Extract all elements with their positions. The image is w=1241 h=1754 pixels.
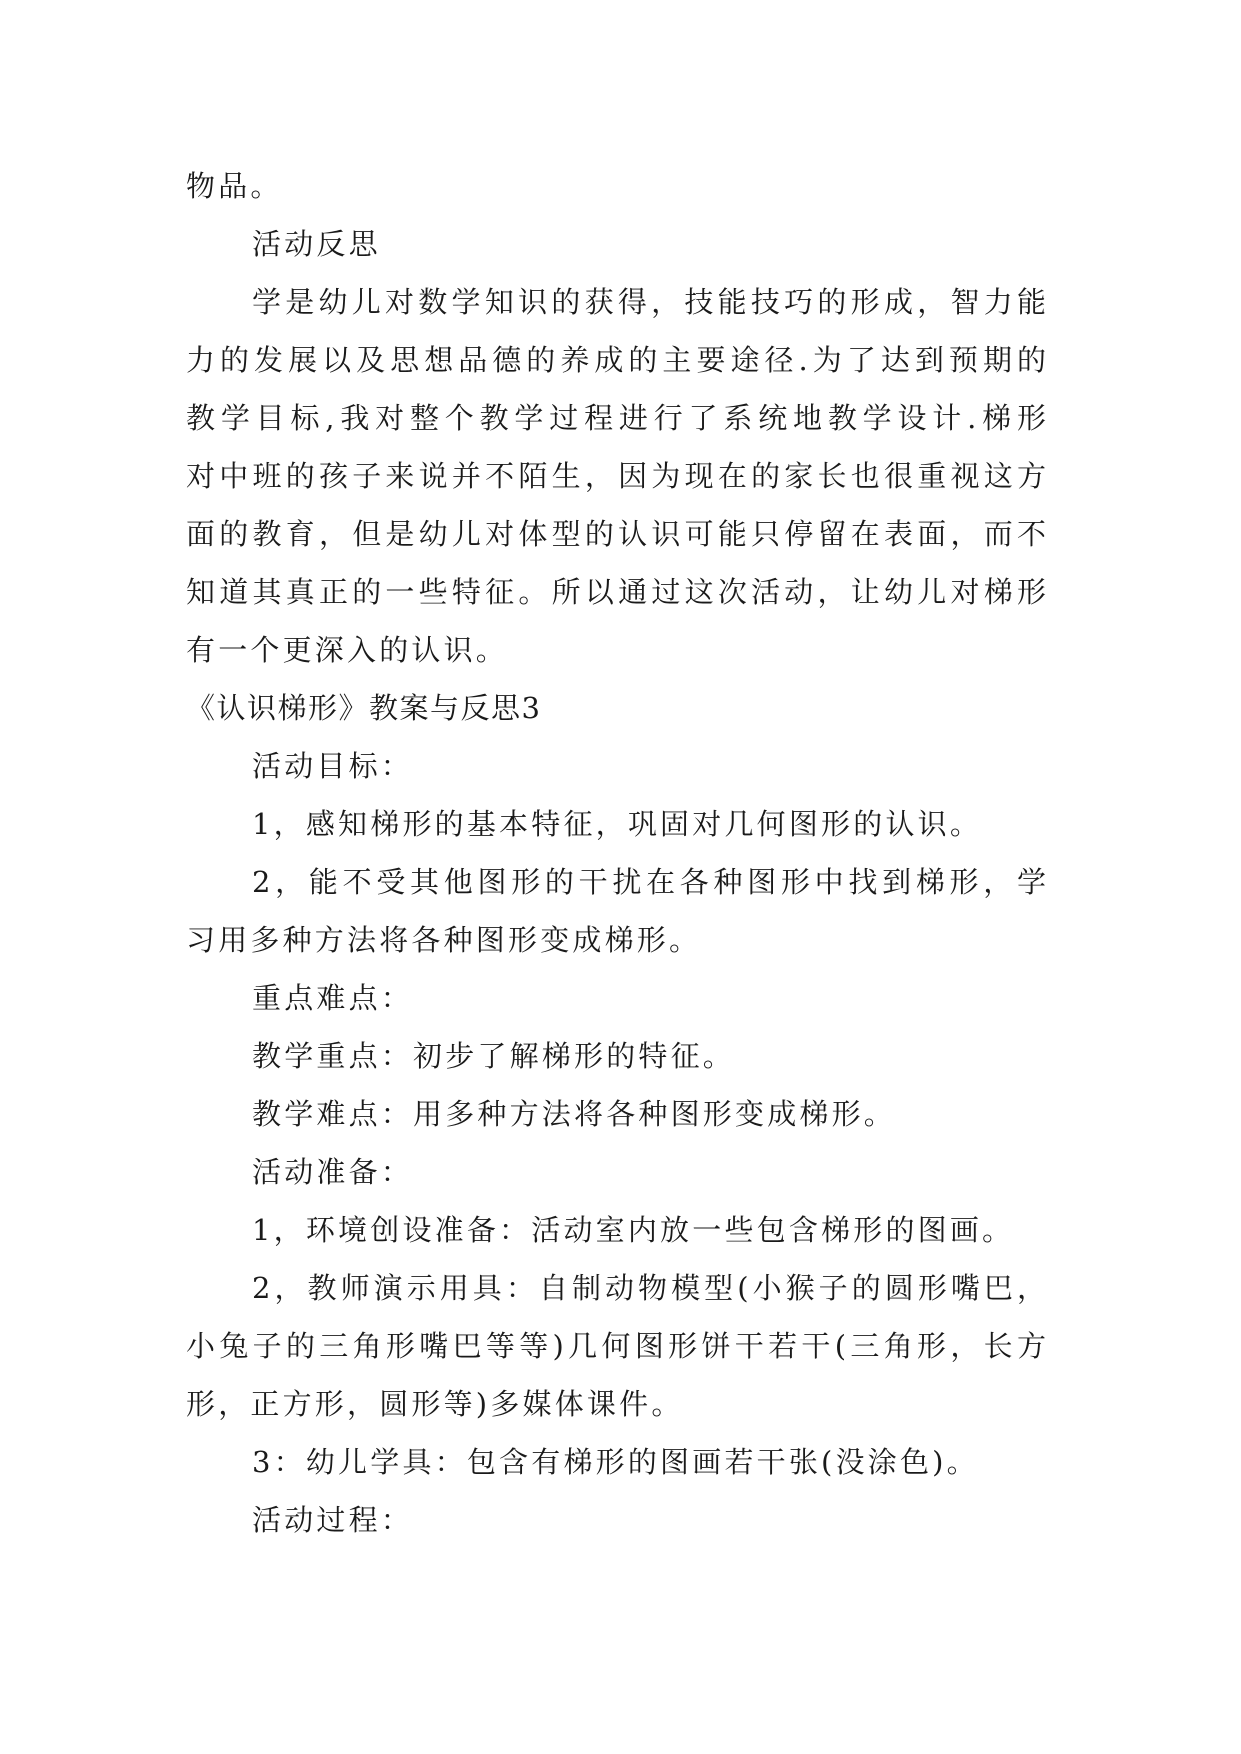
text-line: 习用多种方法将各种图形变成梯形。: [186, 923, 702, 957]
list-item: 1，环境创设准备：活动室内放一些包含梯形的图画。: [252, 1213, 1015, 1247]
text-line: 对中班的孩子来说并不陌生，因为现在的家长也很重视这方: [186, 459, 1046, 493]
text-line: 教学目标,我对整个教学过程进行了系统地教学设计.梯形: [186, 401, 1046, 435]
text-line: 面的教育，但是幼儿对体型的认识可能只停留在表面，而不: [186, 517, 1046, 551]
text-line: 有一个更深入的认识。: [186, 633, 509, 667]
text-line: 学是幼儿对数学知识的获得，技能技巧的形成，智力能: [252, 285, 1046, 319]
text-line: 教学重点：初步了解梯形的特征。: [252, 1039, 736, 1073]
section-heading-goals: 活动目标：: [252, 749, 414, 783]
text-line: 教学难点：用多种方法将各种图形变成梯形。: [252, 1097, 897, 1131]
list-item: 3：幼儿学具：包含有梯形的图画若干张(没涂色)。: [252, 1445, 979, 1479]
text-line: 物品。: [186, 169, 283, 203]
list-item: 2，能不受其他图形的干扰在各种图形中找到梯形，学: [252, 865, 1046, 899]
text-line: 力的发展以及思想品德的养成的主要途径.为了达到预期的: [186, 343, 1046, 377]
list-item: 2，教师演示用具：自制动物模型(小猴子的圆形嘴巴，: [252, 1271, 1046, 1305]
text-line: 形，正方形，圆形等)多媒体课件。: [186, 1387, 684, 1421]
text-line: 知道其真正的一些特征。所以通过这次活动，让幼儿对梯形: [186, 575, 1046, 609]
document-title: 《认识梯形》教案与反思3: [186, 691, 542, 725]
text-line: 小兔子的三角形嘴巴等等)几何图形饼干若干(三角形，长方: [186, 1329, 1046, 1363]
section-heading-process: 活动过程：: [252, 1503, 414, 1537]
list-item: 1，感知梯形的基本特征，巩固对几何图形的认识。: [252, 807, 983, 841]
section-heading-reflection: 活动反思: [252, 227, 381, 261]
section-heading-key-points: 重点难点：: [252, 981, 414, 1015]
section-heading-preparation: 活动准备：: [252, 1155, 414, 1189]
